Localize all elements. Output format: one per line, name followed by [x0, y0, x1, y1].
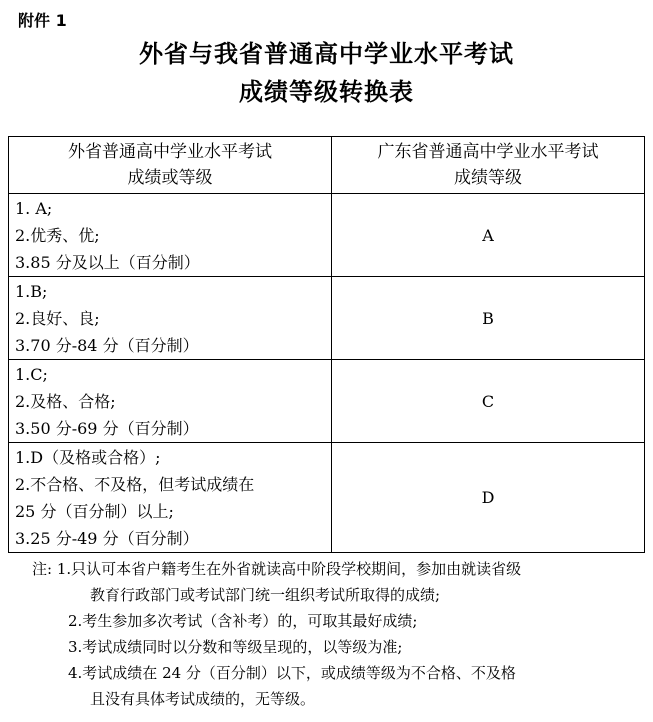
header-other-province [9, 137, 332, 194]
table-header-row [9, 137, 645, 194]
header-other-province-line1: 外省普通高中学业水平考试 [68, 142, 272, 162]
header-guangdong-line1: 广东省普通高中学业水平考试 [377, 142, 599, 162]
cell-line: 1.B; [15, 281, 48, 301]
table-row [9, 277, 645, 360]
note-4-line2: 且没有具体考试成绩的，无等级。 [90, 690, 316, 708]
notes-section [32, 556, 647, 712]
header-guangdong [332, 137, 645, 194]
guangdong-grade-cell: A [332, 194, 645, 277]
cell-line: 1. A; [15, 198, 53, 218]
document-title-line2: 成绩等级转换表 [239, 78, 414, 106]
guangdong-grade-cell: D [332, 443, 645, 553]
cell-line: 3.50 分-69 分（百分制） [15, 418, 199, 438]
cell-line: 2.优秀、优; [15, 225, 100, 245]
cell-line: 1.C; [15, 364, 48, 384]
cell-line: 2.不合格、不及格，但考试成绩在 [15, 474, 255, 494]
other-province-cell [9, 360, 332, 443]
guangdong-grade-cell: B [332, 277, 645, 360]
header-other-province-line2: 成绩或等级 [127, 168, 213, 188]
other-province-cell [9, 194, 332, 277]
document-title-line1: 外省与我省普通高中学业水平考试 [139, 40, 514, 68]
other-province-cell [9, 443, 332, 553]
attachment-label: 附件 1 [18, 11, 67, 30]
grade-conversion-table [8, 136, 645, 553]
cell-line: 3.70 分-84 分（百分制） [15, 335, 199, 355]
cell-line: 3.85 分及以上（百分制） [15, 252, 200, 272]
note-1-line2: 教育行政部门或考试部门统一组织考试所取得的成绩; [90, 586, 441, 604]
cell-line: 2.及格、合格; [15, 391, 116, 411]
other-province-cell [9, 277, 332, 360]
cell-line: 3.25 分-49 分（百分制） [15, 528, 199, 548]
note-1-line1: 注: 1.只认可本省户籍考生在外省就读高中阶段学校期间，参加由就读省级 [32, 560, 522, 578]
note-4-line1: 4.考试成绩在 24 分（百分制）以下，或成绩等级为不合格、不及格 [68, 664, 516, 682]
guangdong-grade-cell: C [332, 360, 645, 443]
note-3: 3.考试成绩同时以分数和等级呈现的，以等级为准; [68, 638, 403, 656]
note-2: 2.考生参加多次考试（含补考）的，可取其最好成绩; [68, 612, 418, 630]
cell-line: 25 分（百分制）以上; [15, 501, 174, 521]
table-row [9, 360, 645, 443]
header-guangdong-line2: 成绩等级 [454, 168, 522, 188]
cell-line: 2.良好、良; [15, 308, 100, 328]
table-row [9, 443, 645, 553]
table-row [9, 194, 645, 277]
cell-line: 1.D（及格或合格）; [15, 447, 161, 467]
